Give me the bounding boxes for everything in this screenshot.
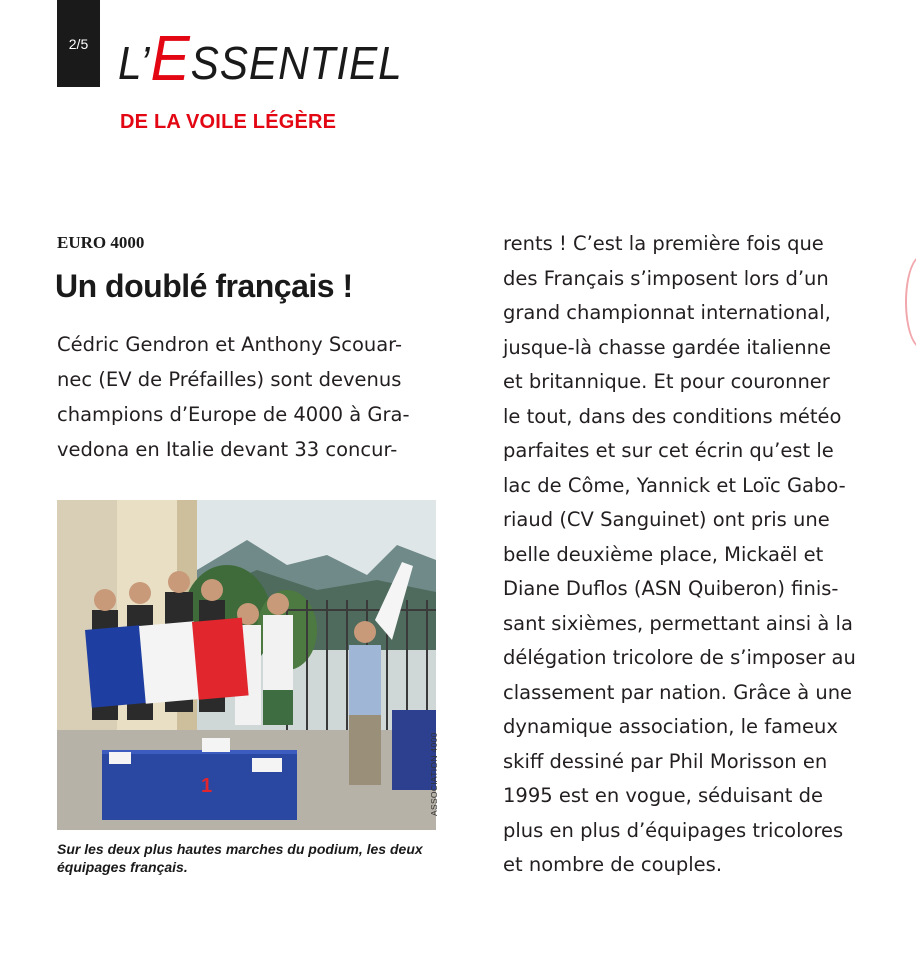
right-column-line: rents ! C’est la première fois que [503,232,824,255]
right-column-line: le tout, dans des conditions météo [503,405,842,428]
section-title-initial: E [150,22,191,94]
section-subtitle: DE LA VOILE LÉGÈRE [120,111,337,133]
podium-photo [57,500,436,830]
right-column-line: dynamique association, le fameux [503,715,838,738]
right-column-line: parfaites et sur cet écrin qu’est le [503,439,834,462]
podium-number: 1 [201,775,213,797]
page-indicator-label: 2/5 [68,35,89,52]
right-column-line: belle deuxième place, Mickaël et [503,543,824,566]
right-column-line: sant sixièmes, permettant ainsi à la [503,612,853,635]
right-column-line: et britannique. Et pour couronner [503,370,830,393]
right-column-line: grand championnat international, [503,301,831,324]
page-indicator [57,0,100,87]
right-column-line: skiff dessiné par Phil Morisson en [503,750,828,773]
article-kicker: EURO 4000 [57,233,145,252]
right-column-line: des Français s’imposent lors d’un [503,267,829,290]
right-column-line: riaud (CV Sanguinet) ont pris une [503,508,830,531]
right-column-line: délégation tricolore de s’imposer au [503,646,856,669]
right-column-line: jusque-là chasse gardée italienne [503,336,831,359]
left-column-line: vedona en Italie devant 33 concur- [57,438,398,461]
section-title-rest: SSENTIEL [190,37,403,89]
photo-credit: ASSOCIATION 4000 [429,732,439,816]
right-column-line: Diane Duflos (ASN Quiberon) finis- [503,577,839,600]
podium-photo-illustration [57,500,436,830]
section-title [118,18,403,94]
left-column-line: Cédric Gendron et Anthony Scouar- [57,333,402,356]
right-column-line: 1995 est en vogue, séduisant de [503,784,823,807]
right-column-line: lac de Côme, Yannick et Loïc Gabo- [503,474,846,497]
article-headline: Un doublé français ! [55,268,353,304]
section-title-prefix: L’ [118,37,151,89]
right-column-line: et nombre de couples. [503,853,723,876]
page-edge-decoration [905,255,916,349]
right-column-line: classement par nation. Grâce à une [503,681,853,704]
left-column-line: champions d’Europe de 4000 à Gra- [57,403,410,426]
right-column-line: plus en plus d’équipages tricolores [503,819,844,842]
photo-caption: Sur les deux plus hautes marches du podium, les deux équipages français. [57,841,423,875]
left-column-line: nec (EV de Préfailles) sont devenus [57,368,402,391]
